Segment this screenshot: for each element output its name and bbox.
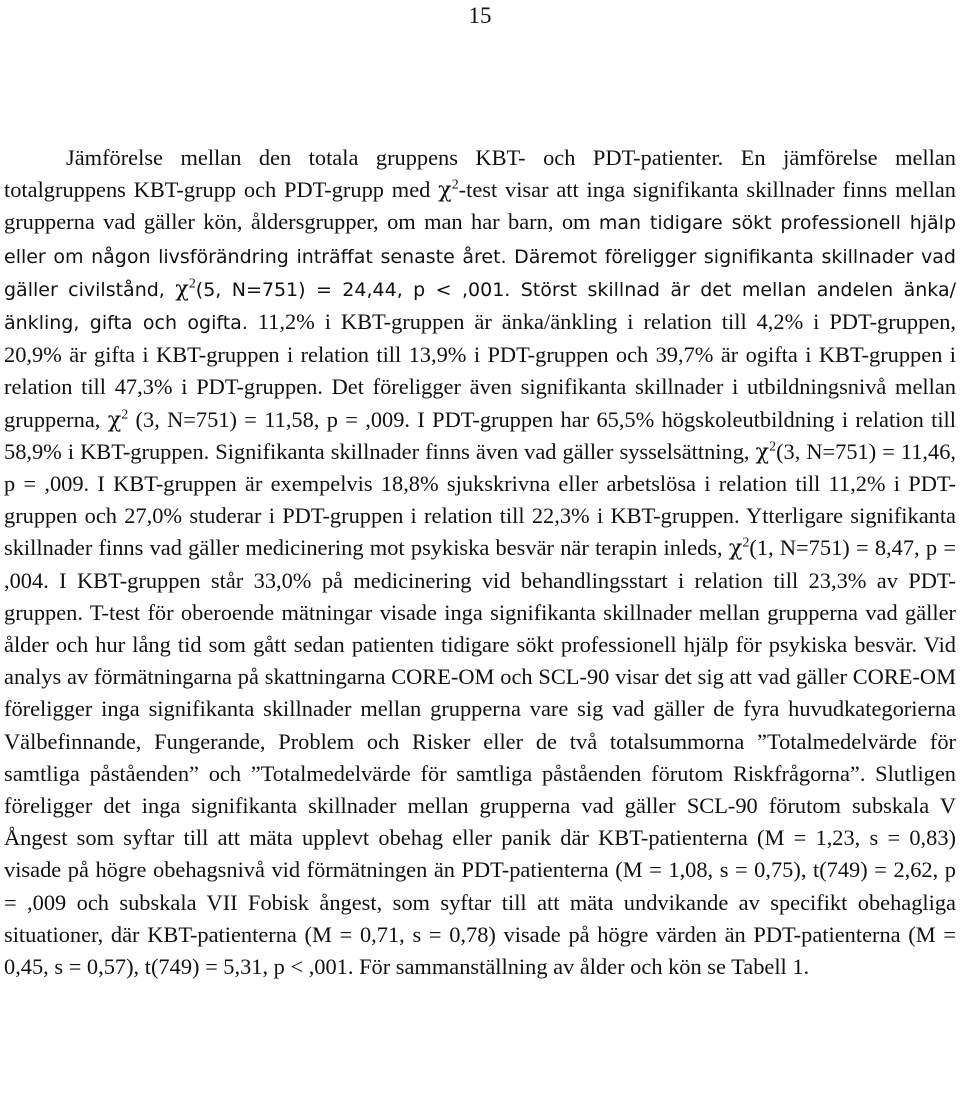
chi-exponent: 2 — [188, 276, 196, 292]
chi-symbol: χ — [438, 177, 452, 204]
text-run-2: -test visar att inga signifikanta skillnader finns mellan grupperna vad gäller kön, åldersgrupper, om man har barn, om — [4, 177, 956, 235]
chi-exponent: 2 — [451, 177, 459, 193]
chi-exponent: 2 — [769, 439, 777, 455]
body-paragraph — [4, 142, 956, 983]
text-run-3: man tidigare sökt professionell hjälp eller om någon livsförändring inträffat senaste året. Däremot föreligger signifikanta skillnader vad gäller civilstånd, — [4, 212, 957, 301]
chi-symbol: χ — [175, 275, 189, 302]
text-run-7: (3, N=751) = 11,46, p = ,009. I KBT-gruppen är exempelvis 18,8% sjukskrivna eller arbetslösa i relation till 11,2% i PDT-gruppen och 27,0% studerar i PDT-gruppen i relation till 22,3% i KBT-gruppen. Ytterligare signifikanta skillnader finns vad gäller medicinering mot psykiska besvär när terapin inleds, — [4, 438, 957, 561]
text-run-1: Jämförelse mellan den totala gruppens KBT- och PDT-patienter. En jämförelse mellan totalgruppens KBT-grupp och PDT-grupp med — [4, 145, 956, 203]
chi-symbol: χ — [728, 535, 743, 562]
text-run-8: (1, N=751) = 8,47, p = ,004. I KBT-gruppen står 33,0% på medicinering vid behandlingsstart i relation till 23,3% av PDT-gruppen. T-test för oberoende mätningar visade inga signifikanta skillnader mellan grupperna vad gäller ålder och hur lång tid som gått sedan patienten tidigare sökt professionell hjälp för psykiska besvär. Vid analys av förmätningarna på skattningarna CORE-OM och SCL-90 visar det sig att vad gäller CORE-OM föreligger inga signifikanta skillnader mellan grupperna vare sig vad gäller de fyra huvudkategorierna Välbefinnande, Fungerande, Problem och Risker eller de två totalsummorna ”Totalmedelvärde för samtliga påståenden” och ”Totalmedelvärde för samtliga påståenden förutom Riskfrågorna”. Slutligen föreligger det inga signifikanta skillnader mellan grupperna vad gäller SCL-90 förutom subskala V Ångest som syftar till att mäta upplevt obehag eller panik där KBT-patienterna (M = 1,23, s = 0,83) visade på högre obehagsnivå vid förmätningen än PDT-patienterna (M = 1,08, s = 0,75), t(749) = 2,62, p = ,009 och subskala VII Fobisk ångest, som syftar till att mäta undvikande av specifikt obehagliga situationer, där KBT-patienterna (M = 0,71, s = 0,78) visade på högre värden än PDT-patienterna (M = 0,45, s = 0,57), t(749) = 5,31, p < ,001. För sammanställning av ålder och kön se Tabell 1. — [4, 535, 956, 980]
page-number: 15 — [468, 3, 492, 28]
chi-symbol: χ — [107, 406, 122, 433]
chi-symbol: χ — [755, 438, 770, 465]
chi-exponent: 2 — [121, 407, 129, 423]
chi-exponent: 2 — [742, 535, 750, 551]
text-run-4: (5, N=751) = 24,44, p < ,001. Störst skillnad är det mellan andelen änka/änkling, gifta och ogifta. — [4, 278, 956, 335]
text-run-5: 11,2% i KBT-gruppen är änka/änkling i relation till 4,2% i PDT-gruppen, 20,9% är gifta i KBT-gruppen i relation till 13,9% i PDT-gruppen och 39,7% är ogifta i KBT-gruppen i relation till 47,3% i PDT-gruppen. Det föreligger även signifikanta skillnader i utbildningsnivå mellan grupperna, — [4, 309, 956, 432]
text-run-6: (3, N=751) = 11,58, p = ,009. I PDT-gruppen har 65,5% högskoleutbildning i relation till 58,9% i KBT-gruppen. Signifikanta skillnader finns även vad gäller sysselsättning, — [4, 406, 956, 464]
